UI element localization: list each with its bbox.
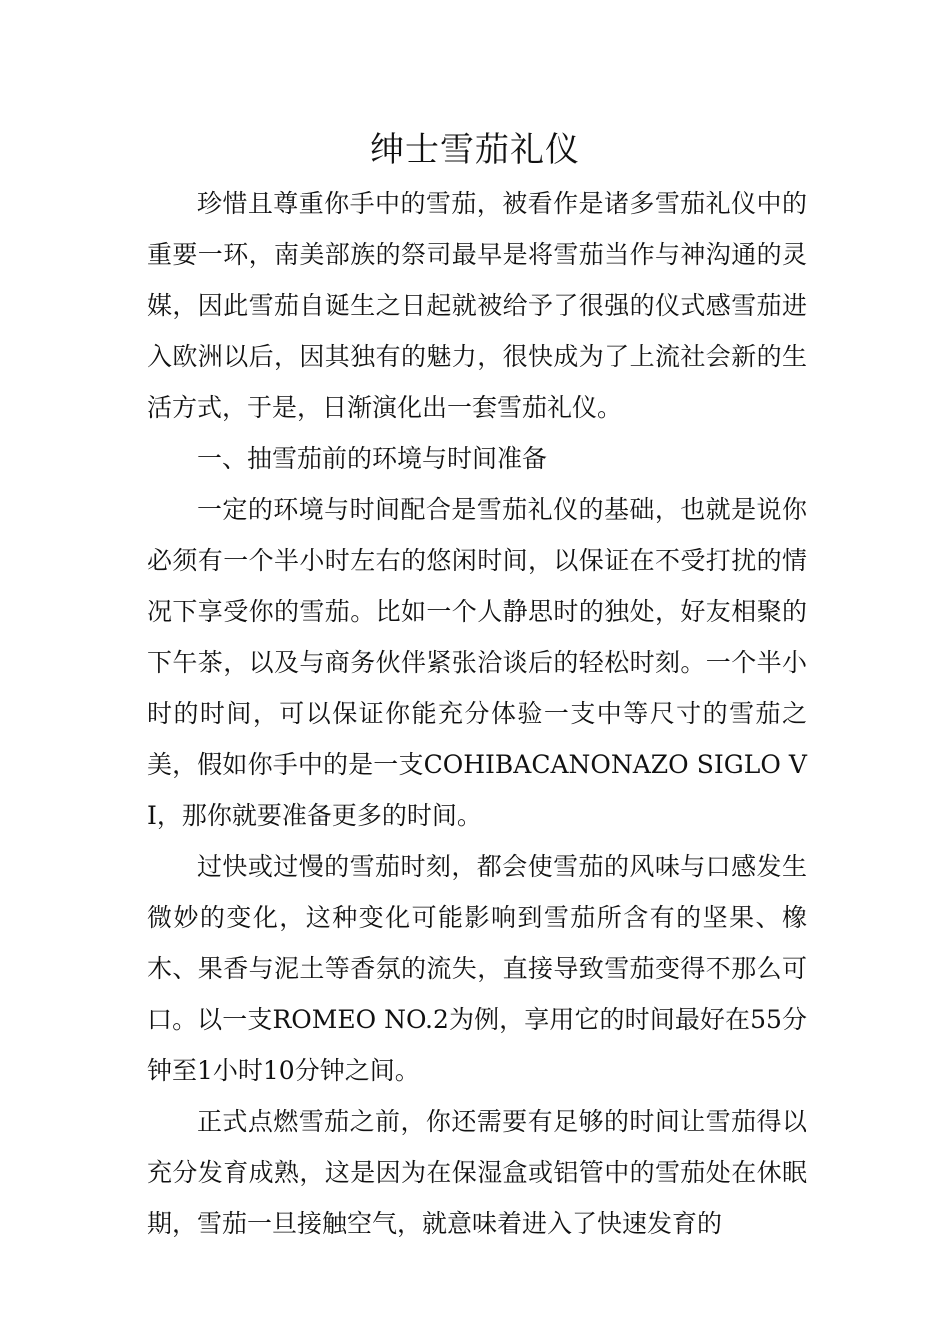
paragraph-timing: 过快或过慢的雪茄时刻，都会使雪茄的风味与口感发生微妙的变化，这种变化可能影响到雪茄所含有的坚果、橡木、果香与泥土等香氛的流失，直接导致雪茄变得不那么可口。以一支ROMEO NO.2为例，享用它的时间最好在55分钟至1小时10分钟之间。	[147, 852, 807, 1085]
paragraph-preparation: 正式点燃雪茄之前，你还需要有足够的时间让雪茄得以充分发育成熟，这是因为在保湿盒或铝管中的雪茄处在休眠期，雪茄一旦接触空气，就意味着进入了快速发育的	[147, 1107, 807, 1238]
section-heading: 一、抽雪茄前的环境与时间准备	[197, 444, 548, 473]
document-title: 绅士雪茄礼仪	[370, 130, 580, 170]
paragraph-environment: 一定的环境与时间配合是雪茄礼仪的基础，也就是说你必须有一个半小时左右的悠闲时间，以保证在不受打扰的情况下享受你的雪茄。比如一个人静思时的独处，好友相聚的下午茶，以及与商务伙伴紧张洽谈后的轻松时刻。一个半小时的时间，可以保证你能充分体验一支中等尺寸的雪茄之美，假如你手中的是一支COHIBACANONAZO SIGLO VI，那你就要准备更多的时间。	[147, 495, 807, 830]
document-body	[147, 178, 807, 1249]
paragraph-intro: 珍惜且尊重你手中的雪茄，被看作是诸多雪茄礼仪中的重要一环，南美部族的祭司最早是将雪茄当作与神沟通的灵媒，因此雪茄自诞生之日起就被给予了很强的仪式感雪茄进入欧洲以后，因其独有的魅力，很快成为了上流社会新的生活方式，于是，日渐演化出一套雪茄礼仪。	[147, 189, 807, 422]
